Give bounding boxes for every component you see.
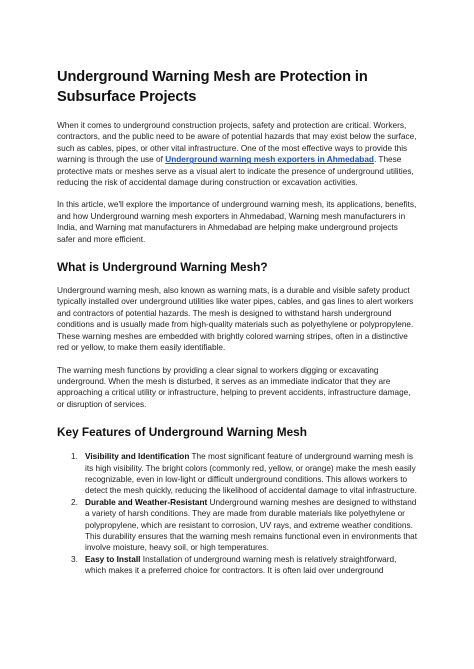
feature-description: The most significant feature of underground warning mesh is its high visibility. The bright colors (commonly red, yellow, or orange) make the mesh easily recognizable, even in low-light or difficult underground conditions. This allows workers to detect the mesh quickly, reducing the likelihood of accidental damage to vital infrastructure. <box>85 452 417 496</box>
intro-paragraph <box>57 120 417 188</box>
article-overview-paragraph: In this article, we'll explore the importance of underground warning mesh, its applications, benefits, and how Underground warning mesh exporters in Ahmedabad, Warning mesh manufacturers in India, and Warning mat manufacturers in Ahmedabad are helping make underground projects safer and more efficient. <box>57 200 417 244</box>
feature-description: Installation of underground warning mesh is relatively straightforward, which makes it a preferred choice for contractors. It is often laid over underground <box>85 554 397 576</box>
list-item-number: 1. <box>71 452 78 462</box>
list-item <box>57 497 417 554</box>
function-paragraph: The warning mesh functions by providing a clear signal to workers digging or excavating underground. When the mesh is disturbed, it serves as an immediate indicator that they are approaching a critical utility or infrastructure, helping to prevent accidents, infrastructure damage, or disruption of services. <box>57 365 411 409</box>
definition-paragraph: Underground warning mesh, also known as warning mats, is a durable and visible safety product typically installed over underground utilities like water pipes, cables, and gas lines to alert workers and contractors of potential hazards. The mesh is designed to withstand harsh underground conditions and is usually made from high-quality materials such as polyethylene or polypropylene. These warning meshes are embedded with brightly colored warning stripes, often in a distinctive red or yellow, to make them easily identifiable. <box>57 286 414 353</box>
document-page <box>57 67 417 577</box>
exporters-link[interactable]: Underground warning mesh exporters in Ahmedabad <box>165 155 374 165</box>
feature-term: Visibility and Identification <box>85 452 190 462</box>
feature-description: Underground warning meshes are designed to withstand a variety of harsh conditions. They are made from durable materials like polyethylene or polypropylene, which are resistant to corrosion, UV rays, and extreme weather conditions. This durability ensures that the warning mesh remains functional even in environments that involve moisture, heavy soil, or high temperatures. <box>85 497 418 553</box>
intro-text-before-link: When it comes to underground construction projects, safety and protection are critical. Workers, contractors, and the public need to be aware of potential hazards that may exist below the surface, such as cables, pipes, or other vital infrastructure. One of the most effective ways to provide this warning is through the use of <box>57 121 417 165</box>
key-features-list <box>57 451 417 576</box>
intro-text-after-link: . These protective mats or meshes serve as a visual alert to indicate the presence of underground utilities, reducing the risk of accidental damage during construction or excavation activities. <box>57 155 414 188</box>
list-item-number: 2. <box>71 497 78 507</box>
feature-term: Easy to Install <box>85 554 141 564</box>
list-item <box>57 554 417 577</box>
section-heading-key-features: Key Features of Underground Warning Mesh <box>57 425 307 440</box>
feature-term: Durable and Weather-Resistant <box>85 497 208 507</box>
section-heading-what-is: What is Underground Warning Mesh? <box>57 260 268 275</box>
list-item-number: 3. <box>71 554 78 564</box>
list-item <box>57 451 417 497</box>
page-title: Underground Warning Mesh are Protection in Subsurface Projects <box>57 69 368 105</box>
